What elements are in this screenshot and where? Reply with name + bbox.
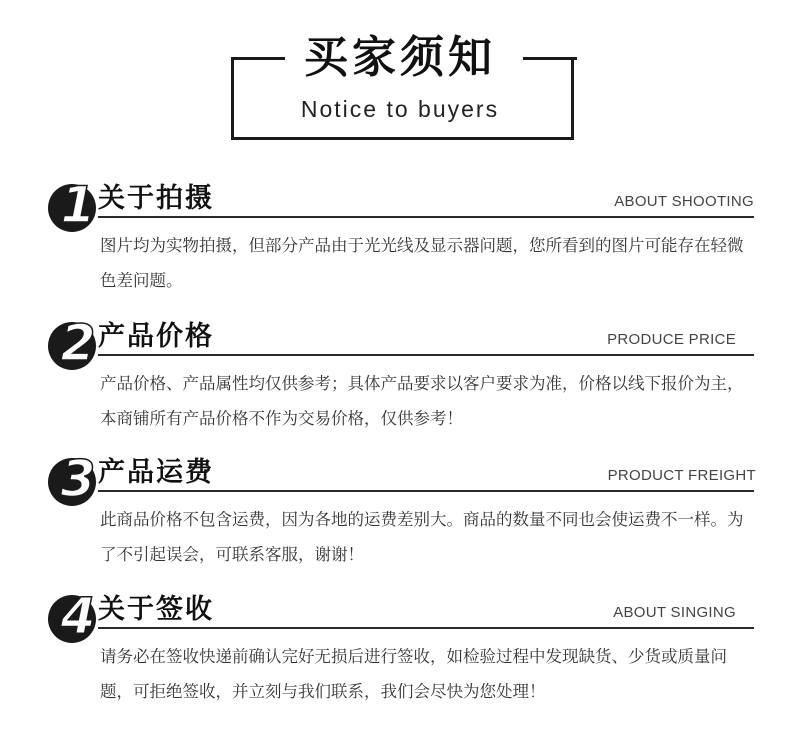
section-title: 产品运费 <box>98 457 214 488</box>
section-divider <box>98 216 754 218</box>
section-signing <box>0 581 800 711</box>
page-title: 买家须知 <box>304 32 496 83</box>
section-body: 产品价格、产品属性均仅供参考；具体产品要求以客户要求为准，价格以线下报价为主，本商铺所有产品价格不作为交易价格，仅供参考！ <box>100 374 744 428</box>
number-badge-1-icon <box>46 174 106 234</box>
section-divider <box>98 627 754 629</box>
section-price <box>0 308 800 438</box>
badge-number: 1 <box>60 176 96 234</box>
section-body: 图片均为实物拍摄，但部分产品由于光光线及显示器问题，您所看到的图片可能存在轻微色差问题。 <box>100 236 744 290</box>
section-en-title: PRODUCE PRICE <box>607 331 736 348</box>
section-en-title: PRODUCT FREIGHT <box>607 467 756 484</box>
section-title: 关于拍摄 <box>98 183 214 214</box>
badge-number: 3 <box>60 450 96 508</box>
number-badge-4-icon <box>46 585 106 645</box>
page-subtitle: Notice to buyers <box>300 96 500 122</box>
section-en-title: ABOUT SHOOTING <box>614 193 754 210</box>
section-body: 此商品价格不包含运费，因为各地的运费差别大。商品的数量不同也会使运费不一样。为了不引起误会，可联系客服，谢谢！ <box>100 510 744 564</box>
badge-number: 2 <box>60 314 96 372</box>
badge-number: 4 <box>60 587 96 645</box>
section-shooting <box>0 170 800 300</box>
section-body: 请务必在签收快递前确认完好无损后进行签收，如检验过程中发现缺货、少货或质量问题，可拒绝签收，并立刻与我们联系，我们会尽快为您处理！ <box>100 647 727 701</box>
section-divider <box>98 354 754 356</box>
section-title: 关于签收 <box>98 594 214 625</box>
number-badge-2-icon <box>46 312 106 372</box>
section-title: 产品价格 <box>98 321 214 352</box>
section-freight <box>0 444 800 574</box>
section-divider <box>98 490 754 492</box>
number-badge-3-icon <box>46 448 106 508</box>
section-en-title: ABOUT SINGING <box>613 604 736 621</box>
